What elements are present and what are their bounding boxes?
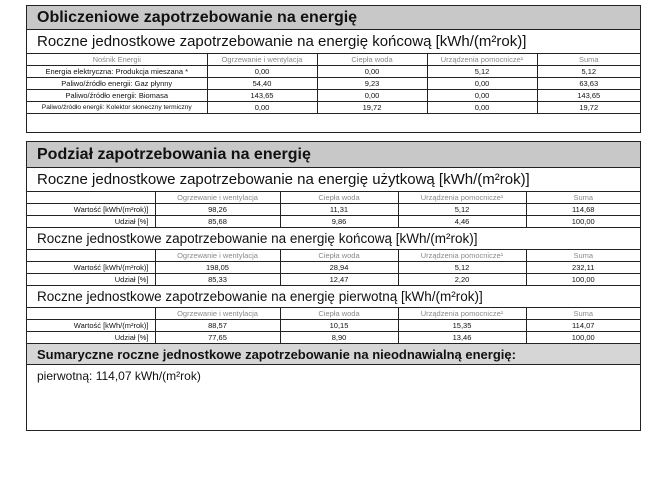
row-label: Wartość [kWh/(m²rok)] <box>27 262 155 274</box>
cell-value: 54,40 <box>207 78 317 90</box>
cell-value: 100,00 <box>526 332 640 344</box>
table-row <box>27 262 640 274</box>
cell-value: 11,31 <box>280 204 398 216</box>
table-row <box>27 102 640 114</box>
cell-value: 0,00 <box>207 66 317 78</box>
cell-value: 9,86 <box>280 216 398 228</box>
final-energy-table <box>27 54 640 114</box>
cell-value: 77,65 <box>155 332 280 344</box>
cell-value: 5,12 <box>537 66 640 78</box>
panel-title: Podział zapotrzebowania na energię <box>27 142 640 168</box>
cell-value: 143,65 <box>207 90 317 102</box>
column-header <box>27 308 155 320</box>
table-header-row <box>27 192 640 204</box>
cell-value: 19,72 <box>537 102 640 114</box>
cell-value: 0,00 <box>427 90 537 102</box>
row-label: Wartość [kWh/(m²rok)] <box>27 204 155 216</box>
table-row <box>27 320 640 332</box>
table-row <box>27 90 640 102</box>
cell-value: 98,26 <box>155 204 280 216</box>
column-header: Ogrzewanie i wentylacja <box>207 54 317 66</box>
column-header: Suma <box>526 250 640 262</box>
primary-energy-table <box>27 308 640 343</box>
column-header: Suma <box>526 192 640 204</box>
column-header: Ciepła woda <box>280 250 398 262</box>
useful-energy-table <box>27 192 640 228</box>
cell-value: 28,94 <box>280 262 398 274</box>
row-label: Udział [%] <box>27 274 155 286</box>
cell-value: 100,00 <box>526 274 640 286</box>
table-header-row <box>27 250 640 262</box>
panel-title: Obliczeniowe zapotrzebowanie na energię <box>27 6 640 30</box>
cell-value: 19,72 <box>317 102 427 114</box>
row-label: Paliwo/źródło energii: Gaz płynny <box>27 78 207 90</box>
cell-value: 10,15 <box>280 320 398 332</box>
column-header: Ciepła woda <box>317 54 427 66</box>
column-header: Nośnik Energii <box>27 54 207 66</box>
cell-value: 0,00 <box>207 102 317 114</box>
cell-value: 114,07 <box>526 320 640 332</box>
final-energy-demand-panel <box>26 5 641 133</box>
column-header: Ciepła woda <box>280 308 398 320</box>
row-label: Udział [%] <box>27 216 155 228</box>
energy-demand-breakdown-panel <box>26 141 641 431</box>
section-subtitle-primary-energy: Roczne jednostkowe zapotrzebowanie na energię pierwotną [kWh/(m²rok)] <box>27 286 640 308</box>
cell-value: 8,90 <box>280 332 398 344</box>
table-row <box>27 78 640 90</box>
column-header: Ogrzewanie i wentylacja <box>155 308 280 320</box>
cell-value: 0,00 <box>427 102 537 114</box>
cell-value: 0,00 <box>317 90 427 102</box>
row-label: Paliwo/źródło energii: Biomasa <box>27 90 207 102</box>
final-energy-breakdown-table <box>27 250 640 286</box>
cell-value: 0,00 <box>427 78 537 90</box>
summary-value: pierwotną: 114,07 kWh/(m²rok) <box>37 369 201 383</box>
cell-value: 12,47 <box>280 274 398 286</box>
column-header: Urządzenia pomocnicze¹ <box>398 308 526 320</box>
table-header-row <box>27 54 640 66</box>
row-label: Paliwo/źródło energii: Kolektor słoneczny termiczny <box>27 102 207 114</box>
cell-value: 143,65 <box>537 90 640 102</box>
column-header: Suma <box>537 54 640 66</box>
cell-value: 85,68 <box>155 216 280 228</box>
cell-value: 2,20 <box>398 274 526 286</box>
table-header-row <box>27 308 640 320</box>
column-header: Ogrzewanie i wentylacja <box>155 192 280 204</box>
column-header: Urządzenia pomocnicze¹ <box>398 250 526 262</box>
cell-value: 13,46 <box>398 332 526 344</box>
cell-value: 63,63 <box>537 78 640 90</box>
cell-value: 232,11 <box>526 262 640 274</box>
table-row <box>27 274 640 286</box>
row-label: Energia elektryczna: Produkcja mieszana * <box>27 66 207 78</box>
cell-value: 198,05 <box>155 262 280 274</box>
column-header: Urządzenia pomocnicze¹ <box>398 192 526 204</box>
panel-subtitle: Roczne jednostkowe zapotrzebowanie na energię końcową [kWh/(m²rok)] <box>27 30 640 54</box>
cell-value: 114,68 <box>526 204 640 216</box>
cell-value: 5,12 <box>427 66 537 78</box>
cell-value: 9,23 <box>317 78 427 90</box>
cell-value: 4,46 <box>398 216 526 228</box>
column-header <box>27 250 155 262</box>
section-subtitle-final-energy: Roczne jednostkowe zapotrzebowanie na energię końcową [kWh/(m²rok)] <box>27 228 640 250</box>
table-row <box>27 66 640 78</box>
column-header: Suma <box>526 308 640 320</box>
table-row <box>27 204 640 216</box>
cell-value: 88,57 <box>155 320 280 332</box>
summary-title: Sumaryczne roczne jednostkowe zapotrzebowanie na nieodnawialną energię: <box>27 343 640 365</box>
cell-value: 0,00 <box>317 66 427 78</box>
table-row <box>27 216 640 228</box>
column-header: Ogrzewanie i wentylacja <box>155 250 280 262</box>
row-label: Wartość [kWh/(m²rok)] <box>27 320 155 332</box>
section-subtitle-useful-energy: Roczne jednostkowe zapotrzebowanie na energię użytkową [kWh/(m²rok)] <box>27 168 640 192</box>
cell-value: 5,12 <box>398 204 526 216</box>
cell-value: 15,35 <box>398 320 526 332</box>
cell-value: 100,00 <box>526 216 640 228</box>
column-header <box>27 192 155 204</box>
column-header: Ciepła woda <box>280 192 398 204</box>
cell-value: 5,12 <box>398 262 526 274</box>
column-header: Urządzenia pomocnicze¹ <box>427 54 537 66</box>
cell-value: 85,33 <box>155 274 280 286</box>
row-label: Udział [%] <box>27 332 155 344</box>
table-row <box>27 332 640 344</box>
